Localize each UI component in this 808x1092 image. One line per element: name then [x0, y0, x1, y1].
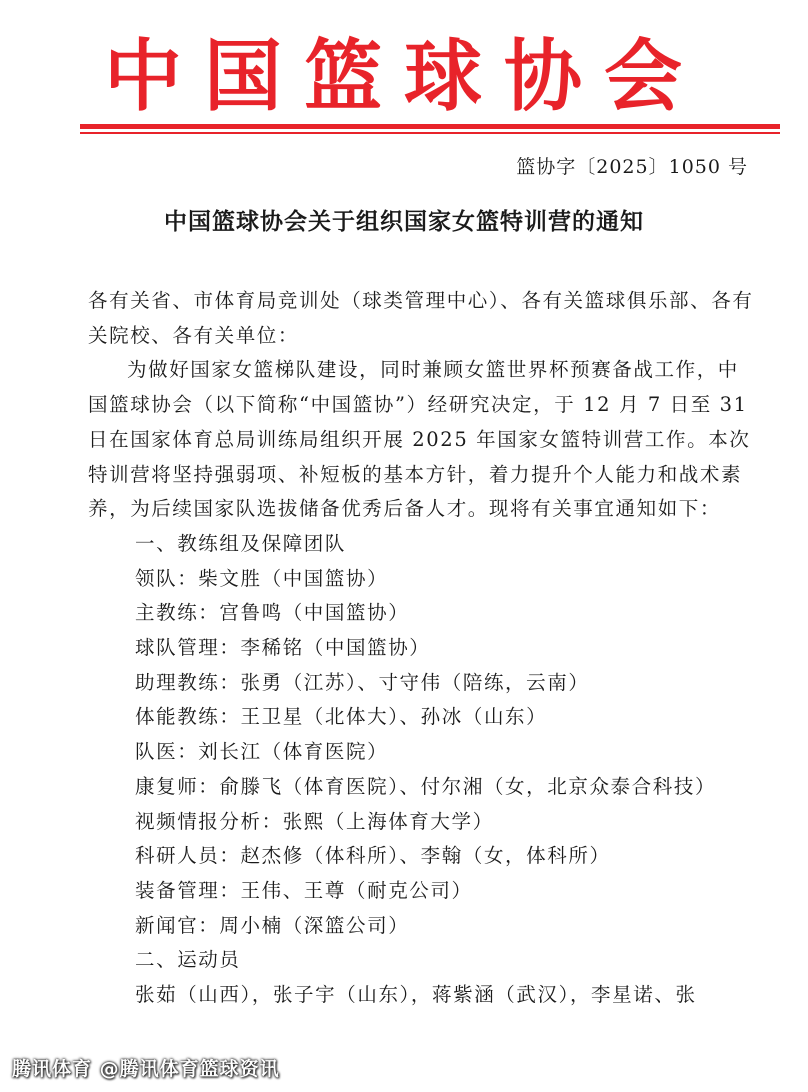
- staff-item-team-manager: 球队管理：李稀铭（中国篮协）: [135, 636, 431, 660]
- staff-item-fitness-coach: 体能教练：王卫星（北体大）、孙冰（山东）: [135, 705, 548, 729]
- section-heading-athletes: 二、运动员: [135, 948, 241, 972]
- staff-item-press-officer: 新闻官：周小楠（深篮公司）: [135, 913, 410, 937]
- staff-item-rehab: 康复师：俞滕飞（体育医院）、付尔湘（女，北京众泰合科技）: [135, 774, 717, 798]
- document-title: 中国篮球协会关于组织国家女篮特训营的通知: [164, 208, 644, 235]
- staff-item-research: 科研人员：赵杰修（体科所）、李翰（女，体科所）: [135, 844, 611, 868]
- addressee: 各有关省、市体育局竞训处（球类管理中心）、各有关篮球俱乐部、各有关院校、各有关单位：: [88, 289, 754, 347]
- letterhead-rule-thin: [80, 132, 780, 134]
- source-watermark: 腾讯体育 @腾讯体育篮球资讯: [12, 1058, 280, 1080]
- athletes-line: 张茹（山西），张子宇（山东），蒋紫涵（武汉），李星诺、张: [135, 983, 697, 1007]
- staff-item-video-analysis: 视频情报分析：张熙（上海体育大学）: [135, 809, 494, 833]
- letterhead-rule-thick: [80, 124, 780, 129]
- letterhead-organization: 中国篮球协会: [103, 31, 704, 122]
- staff-item-equipment: 装备管理：王伟、王尊（耐克公司）: [135, 878, 473, 902]
- document-body: [88, 284, 758, 1013]
- staff-item-team-leader: 领队：柴文胜（中国篮协）: [135, 566, 389, 590]
- document-number: 篮协字〔2025〕1050 号: [516, 156, 748, 178]
- staff-item-head-coach: 主教练：宫鲁鸣（中国篮协）: [135, 601, 410, 625]
- intro-paragraph: 为做好国家女篮梯队建设，同时兼顾女篮世界杯预赛备战工作，中国篮球协会（以下简称“中国篮协”）经研究决定，于 12 月 7 日至 31 日在国家体育总局训练局组织开展 2025 年国家女篮特训营工作。本次特训营将坚持强弱项、补短板的基本方针，着力提升个人能力和战术素养，为后续国家队选拔储备优秀后备人才。现将有关事宜通知如下：: [88, 358, 751, 521]
- section-heading-staff: 一、教练组及保障团队: [135, 531, 347, 555]
- staff-item-team-doctor: 队医：刘长江（体育医院）: [135, 740, 389, 764]
- staff-item-assistant-coach: 助理教练：张勇（江苏）、寸守伟（陪练，云南）: [135, 670, 590, 694]
